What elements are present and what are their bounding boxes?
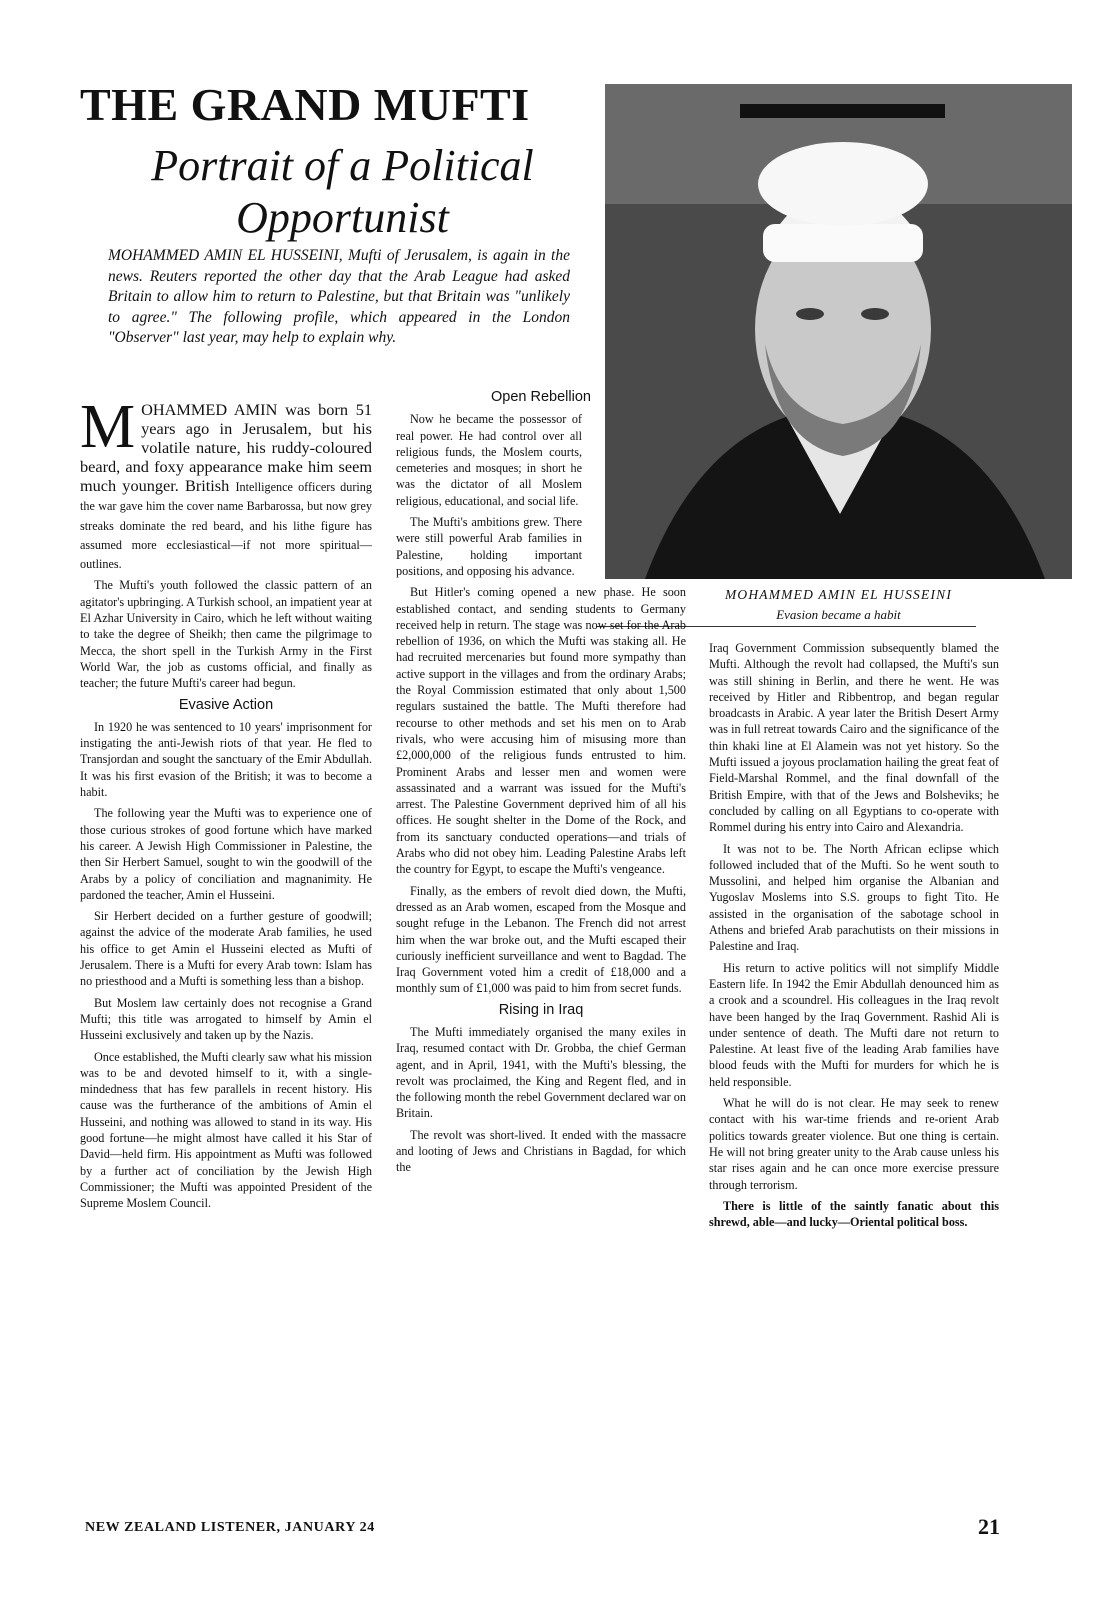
lead-paragraph [80,400,372,572]
paragraph: Sir Herbert decided on a further gesture of goodwill; against the advice of the moderate Arab families, he used his office to get Amin el Husseini elected as Mufti of Jerusalem. There is a Mufti for every Arab town: Islam has no priesthood and a Mufti is something less than a bishop. [80,909,372,989]
standfirst: MOHAMMED AMIN EL HUSSEINI, Mufti of Jerusalem, is again in the news. Reuters reported the other day that the Arab League had asked Britain to allow him to return to Palestine, but that Britain was "unlikely to agree." The following profile, which appeared in the London "Observer" last year, may help to explain why. [108,247,570,346]
paragraph: But Hitler's coming opened a new phase. He soon established contact, and sending students to Germany received help in return. The stage was now set for the Arab rebellion of 1936, on which the Mufti was staking all. He had recruited mercenaries but found more sympathy than active support in the villages and from the ordinary Arabs; the Royal Commission estimated that only about 1,500 regulars sustained the battle. The Mufti therefore had recourse to other methods and set his men on to Arab rivals, who were accusing him of misusing more than £2,000,000 of the religious funds entrusted to him. Prominent Arabs and lesser men and women were assassinated and a warrant was issued for the Mufti's arrest. The Palestine Government deprived him of all his offices. He sought shelter in the Dome of the Rock, and from its sanctuary conducted operations—and trials of Arabs who did not obey him. Leading Palestine Arabs left the country for Egypt, to escape the Mufti's vengeance. [396,585,686,877]
section-heading-evasive-action: Evasive Action [178,696,274,713]
column-3 [709,640,999,1500]
section-heading-open-rebellion: Open Rebellion [491,389,591,405]
paragraph: The following year the Mufti was to experience one of those curious strokes of good fortune which have marked his career. A Jewish High Commissioner in Palestine, the then Sir Herbert Samuel, sought to win the goodwill of the Arabs by a policy of conciliation and magnanimity. He pardoned the teacher, Amin el Husseini. [80,806,372,902]
paragraph: The revolt was short-lived. It ended with the massacre and looting of Jews and Christians in Bagdad, for which the [396,1127,686,1175]
paragraph: Once established, the Mufti clearly saw what his mission was to be and devoted himself to it, with a single-mindedness that has few parallels in recent history. His cause was the furtherance of the ambitions of Amin el Husseini, and nothing was allowed to stand in its way. His good fortune—he might almost have called it his Star of David—held firm. His appointment as Mufti was followed by a further act of conciliation by the Jewish High Commissioner; the Mufti was appointed President of the Supreme Moslem Council. [80,1049,372,1211]
paragraph: But Moslem law certainly does not recognise a Grand Mufti; this title was arrogated to himself by Amin el Husseini exclusively and taken up by the Nazis. [80,995,372,1043]
column-2 [396,385,686,1500]
lead-text-continued: Intelligence officers during the war gave him the cover name Barbarossa, but now grey streaks dominate the red beard, and his lithe figure has assumed more ecclesiastical—if not more spiritual—outlines. [80,480,372,572]
paragraph: There is little of the saintly fanatic about this shrewd, able—and lucky—Oriental political boss. [709,1198,999,1230]
paragraph: The Mufti's ambitions grew. There were still powerful Arab families in Palestine, holding important positions, and opposing his advance. [396,515,582,578]
article-subtitle: Portrait of a Political Opportunist [151,141,534,242]
caption-subtext: Evasion became a habit [776,607,901,622]
column-1 [80,400,372,1500]
paragraph: His return to active politics will not simplify Middle Eastern life. In 1942 the Emir Abdullah denounced him as a crook and a scoundrel. His colleagues in the Iraq revolt have been hanged by the Iraq Government. Rashid Ali is under sentence of death. The Mufti dare not return to Palestine. At least five of the leading Arab families have blood feuds with the Mufti for murders for which he is held responsible. [709,960,999,1089]
paragraph: Finally, as the embers of revolt died down, the Mufti, dressed as an Arab women, escaped from the Mosque and sought refuge in the Lebanon. The French did not arrest him when the war broke out, and the Mufti escaped their curiously inefficient surveillance and went to Bagdad. The Iraq Government voted him a credit of £18,000 and a monthly sum of £1,000 was paid to him from secret funds. [396,883,686,996]
section-heading-rising-in-iraq: Rising in Iraq [498,1001,584,1018]
article-title: THE GRAND MUFTI [80,79,530,130]
paragraph: Now he became the possessor of real power. He had control over all religious funds, the Moslem courts, cemeteries and mosques; in short he was the dictator of all Moslem religious, educational, and social life. [396,412,582,508]
caption-name: MOHAMMED AMIN EL HUSSEINI [724,587,953,602]
footer-publication: NEW ZEALAND LISTENER, JANUARY 24 [85,1520,375,1535]
page-number: 21 [978,1514,1000,1539]
drop-cap: M [80,400,136,461]
paragraph: The Mufti immediately organised the many exiles in Iraq, resumed contact with Dr. Grobba, the chief German agent, and in April, 1941, with the Mufti's blessing, the revolt was proclaimed, the King and Regent fled, and in the following month the rebel Government declared war on Britain. [396,1024,686,1121]
paragraph: What he will do is not clear. He may seek to renew contact with his war-time friends and re-orient Arab politics towards greater violence. But one thing is certain. He will not bring greater unity to the Arab cause unless his star rises again and he can once more exercise pressure through terrorism. [709,1096,999,1192]
paragraph: The Mufti's youth followed the classic pattern of an agitator's upbringing. A Turkish school, an impatient year at El Azhar University in Cairo, which he left without waiting to take the degree of Sheikh; then came the pilgrimage to Mecca, the short spell in the Turkish Army in the First World War, the job as customs official, and finally as teacher; the future Mufti's career had begun. [80,578,372,691]
paragraph: It was not to be. The North African eclipse which followed included that of the Mufti. So he went south to Mussolini, and helped him organise the Albanian and Yugoslav Moslems into S.S. groups to fight Tito. He assisted in the organisation of the sabotage school in Athens and briefed Arab parachutists on their missions in Palestine and Iraq. [709,841,999,954]
lead-text: OHAMMED AMIN was born 51 years ago in Jerusalem, but his volatile nature, his ruddy-coloured beard, and foxy appearance make him seem much younger. British [80,400,372,495]
paragraph: In 1920 he was sentenced to 10 years' imprisonment for instigating the anti-Jewish riots of that year. He fled to Transjordan and sought the sanctuary of the Emir Abdullah. It was his first evasion of the British; it was to become a habit. [80,719,372,800]
paragraph: Iraq Government Commission subsequently blamed the Mufti. Although the revolt had collapsed, the Mufti's sun was still shining in Berlin, and there he went. He was received by Hitler and Ribbentrop, and began regular broadcasts in Arabic. A year later the British Desert Army was in full retreat towards Cairo and the significance of the thin khaki line at El Alamein was not yet history. So the Mufti issued a joyous proclamation hailing the great feat of Field-Marshal Rommel, and the final downfall of the British Empire, with that of the Jews and Bolsheviks; he concluded by calling on all Egyptians to co-operate with Rommel during his entry into Cairo and Alexandria. [709,641,999,835]
